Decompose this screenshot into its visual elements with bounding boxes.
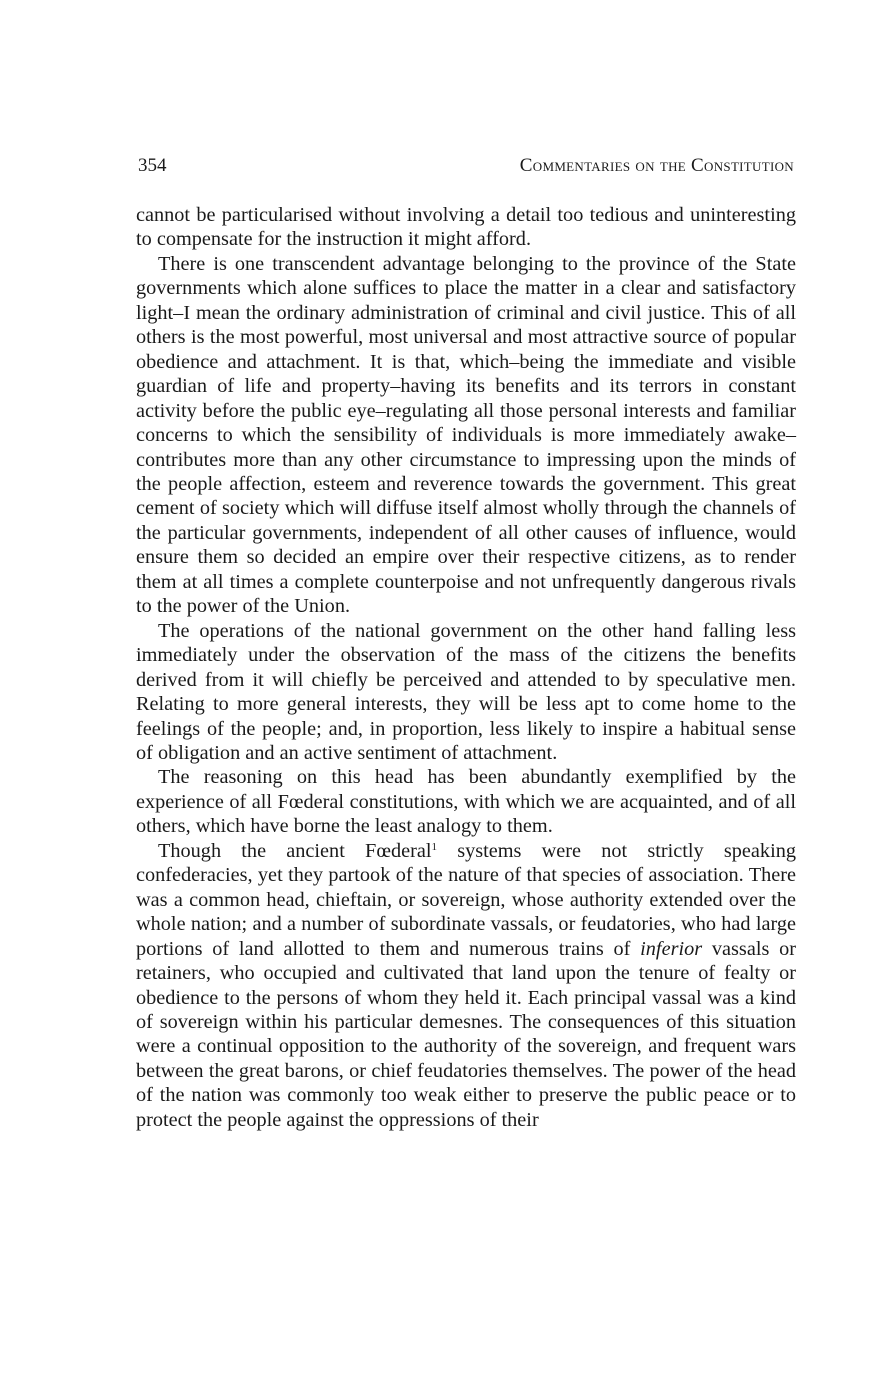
paragraph-text: The reasoning on this head has been abundantly exemplified by the experience of all Fœderal constitutions, with which we are acquainted, and of all others, which have borne the least analogy to them.	[136, 766, 796, 838]
paragraph-text: Though the ancient Fœderal	[158, 839, 432, 862]
page-number: 354	[138, 155, 167, 176]
paragraph	[136, 765, 796, 838]
paragraph-continued	[136, 203, 796, 252]
running-head	[136, 154, 796, 182]
paragraph-text: vassals or retainers, who occupied and cultivated that land upon the tenure of fealty or obedience to the persons of whom they held it. Each principal vassal was a kind of sovereign within his particular demesnes. The consequences of this situation were a continual opposition to the authority of the sovereign, and frequent wars between the great barons, or chief feudatories themselves. The power of the head of the nation was commonly too weak either to preserve the public peace or to protect the people against the oppressions of their	[136, 937, 796, 1131]
paragraph-text: The operations of the national government on the other hand falling less immediately under the observation of the mass of the citizens the benefits derived from it will chiefly be perceived and attended to by speculative men. Relating to more general interests, they will be less apt to come home to the feelings of the people; and, in proportion, less likely to inspire a habitual sense of obligation and an active sentiment of attachment.	[136, 619, 796, 764]
paragraph-text: systems were not strictly speaking confederacies, yet they partook of the nature of that species of association. There was a common head, chieftain, or sovereign, whose authority extended over the whole nation; and a number of subordinate vassals, or feudatories, who had large portions of land allotted to them and numerous trains of	[136, 839, 796, 960]
italic-term: inferior	[640, 937, 703, 960]
paragraph	[136, 252, 796, 619]
paragraph	[136, 619, 796, 766]
body-text	[136, 203, 796, 1132]
paragraph	[136, 839, 796, 1132]
running-title: Commentaries on the Constitution	[519, 155, 794, 176]
paragraph-text: cannot be particularised without involving a detail too tedious and uninteresting to compensate for the instruction it might afford.	[136, 204, 796, 251]
paragraph-text: There is one transcendent advantage belonging to the province of the State governments which alone suffices to place the matter in a clear and satisfactory light–I mean the ordinary administration of criminal and civil justice. This of all others is the most powerful, most universal and most attractive source of popular obedience and attachment. It is that, which–being the immediate and visible guardian of life and property–having its benefits and its terrors in constant activity before the public eye–regulating all those personal interests and familiar concerns to which the sensibility of individuals is more immediately awake–contributes more than any other circumstance to impressing upon the minds of the people affection, esteem and reverence towards the government. This great cement of society which will diffuse itself almost wholly through the channels of the particular governments, independent of all other causes of influence, would ensure them so decided an empire over their respective citizens, as to render them at all times a complete counterpoise and not unfrequently dangerous rivals to the power of the Union.	[136, 252, 796, 618]
footnote-marker: 1	[431, 840, 437, 853]
